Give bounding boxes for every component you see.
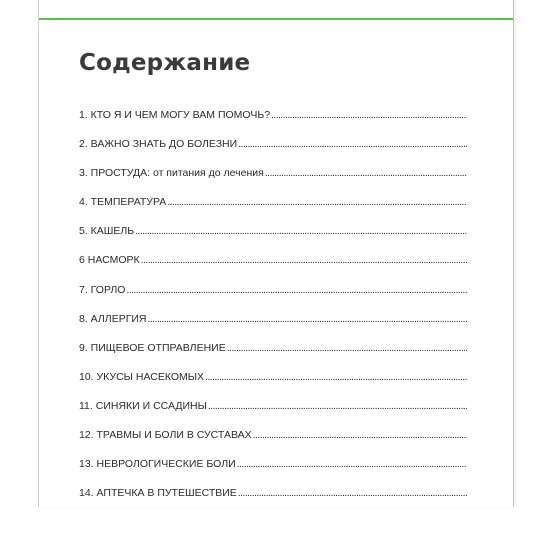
dot-leader [135,225,467,237]
toc-entry-label: 10. УКУСЫ НАСЕКОМЫХ [79,370,205,383]
dot-leader [126,284,467,296]
toc-entry[interactable] [79,196,467,225]
toc-entry-label: 1. КТО Я И ЧЕМ МОГУ ВАМ ПОМОЧЬ? [79,109,271,121]
toc-entry-label: 8. АЛЛЕРГИЯ [79,312,147,325]
toc-entry-label: 9. ПИЩЕВОЕ ОТПРАВЛЕНИЕ [79,341,226,354]
toc-entry[interactable] [79,167,467,196]
toc-entry[interactable] [79,313,467,342]
toc-entry[interactable] [79,284,467,313]
toc-entry-label: 11. СИНЯКИ И ССАДИНЫ [79,399,207,412]
toc-entry[interactable] [79,429,467,458]
toc-entry[interactable] [79,342,467,371]
table-of-contents [79,109,467,516]
toc-entry[interactable] [79,487,467,516]
dot-leader [253,429,467,441]
accent-rule [39,18,513,20]
toc-entry-label: 5. КАШЕЛЬ [79,225,135,238]
dot-leader [238,138,467,150]
toc-entry[interactable] [79,254,467,283]
toc-entry-label: 14. АПТЕЧКА В ПУТЕШЕСТВИЕ [79,487,237,500]
toc-entry[interactable] [79,400,467,429]
toc-entry[interactable] [79,138,467,167]
toc-entry-label: 7. ГОРЛО [79,283,126,296]
dot-leader [167,196,467,208]
dot-leader [271,109,467,121]
dot-leader [205,371,467,383]
toc-entry[interactable] [79,458,467,487]
toc-entry[interactable] [79,371,467,400]
document-page [38,0,514,507]
dot-leader [148,313,467,325]
toc-entry[interactable] [79,109,467,138]
toc-entry-label: 3. ПРОСТУДА: от питания до лечения [79,167,264,180]
toc-entry-label: 2. ВАЖНО ЗНАТЬ ДО БОЛЕЗНИ [79,138,238,151]
toc-entry-label: 13. НЕВРОЛОГИЧЕСКИЕ БОЛИ [79,458,236,471]
dot-leader [141,254,467,266]
page-title: Содержание [79,50,251,76]
toc-entry-label: 6 НАСМОРК [79,254,140,267]
toc-entry[interactable] [79,225,467,254]
toc-entry-label: 12. ТРАВМЫ И БОЛИ В СУСТАВАХ [79,429,252,442]
dot-leader [238,487,467,499]
dot-leader [208,400,467,412]
dot-leader [227,342,467,354]
toc-entry-label: 4. ТЕМПЕРАТУРА [79,196,167,209]
dot-leader [237,458,467,470]
dot-leader [265,167,467,179]
